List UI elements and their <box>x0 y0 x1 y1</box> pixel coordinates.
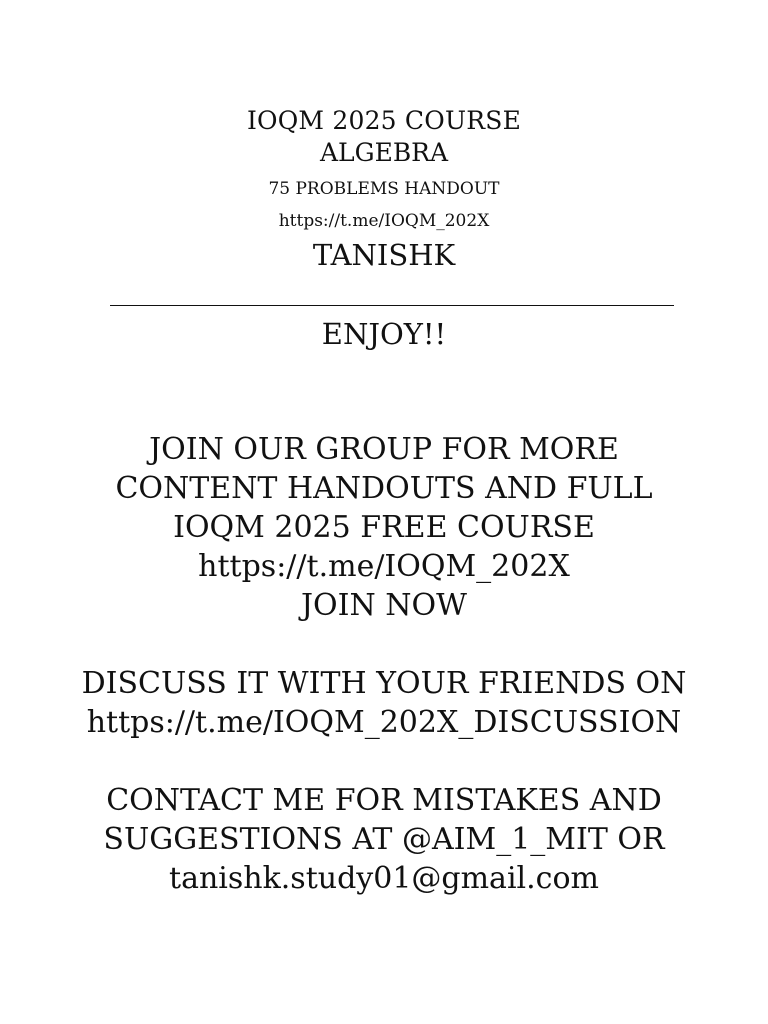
discuss-section <box>0 664 768 742</box>
handout-subtitle: 75 PROBLEMS HANDOUT <box>268 179 500 199</box>
join-line: CONTENT HANDOUTS AND FULL <box>115 471 653 506</box>
horizontal-divider <box>110 305 674 306</box>
section-spacer <box>0 742 768 781</box>
join-line: JOIN OUR GROUP FOR MORE <box>149 432 619 467</box>
contact-line: CONTACT ME FOR MISTAKES AND <box>106 783 662 818</box>
join-group-link[interactable]: https://t.me/IOQM_202X <box>198 549 570 584</box>
discuss-line: DISCUSS IT WITH YOUR FRIENDS ON <box>81 666 687 701</box>
join-section <box>0 430 768 625</box>
section-spacer <box>0 625 768 664</box>
join-line: IOQM 2025 FREE COURSE <box>173 510 595 545</box>
title-block <box>0 105 768 273</box>
contact-handle-line: SUGGESTIONS AT @AIM_1_MIT OR <box>103 822 665 857</box>
contact-section <box>0 781 768 898</box>
course-title: IOQM 2025 COURSE <box>246 106 522 135</box>
contact-email[interactable]: tanishk.study01@gmail.com <box>169 861 599 896</box>
author-name: TANISHK <box>312 238 456 272</box>
join-now-text: JOIN NOW <box>301 588 467 623</box>
enjoy-heading: ENJOY!! <box>321 317 447 351</box>
subject-title: ALGEBRA <box>319 138 449 167</box>
message-block <box>0 430 768 898</box>
discussion-group-link[interactable]: https://t.me/IOQM_202X_DISCUSSION <box>86 705 682 740</box>
group-link[interactable]: https://t.me/IOQM_202X <box>278 211 490 231</box>
